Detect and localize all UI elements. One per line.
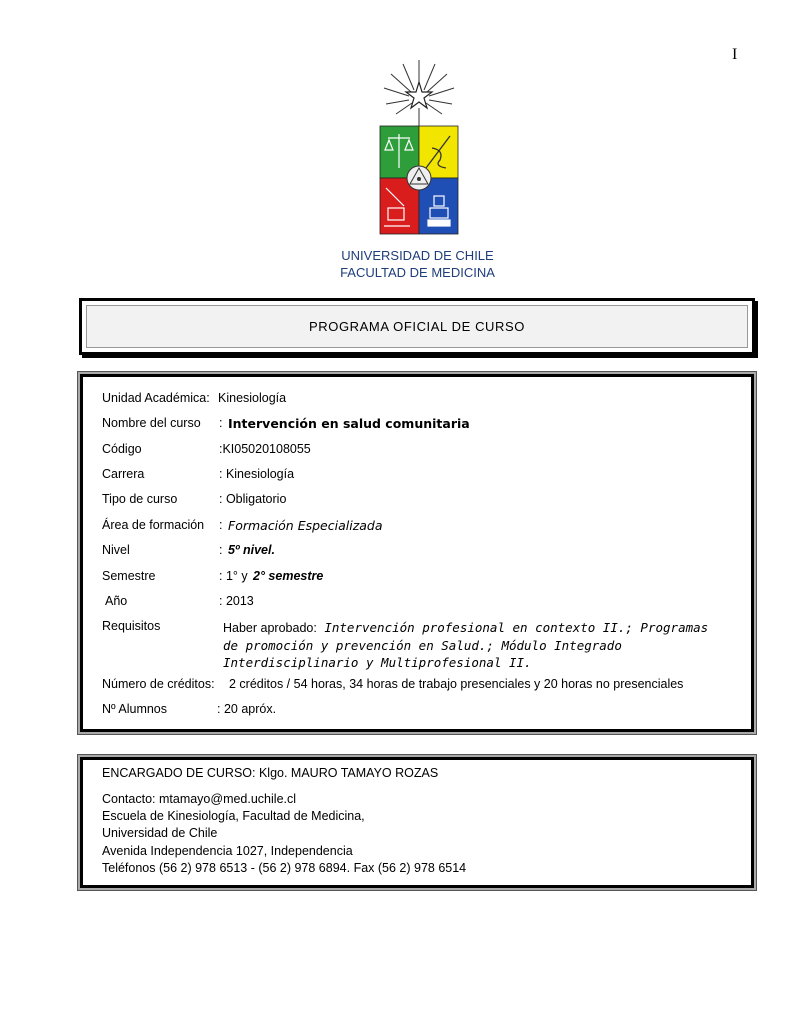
unidad-label: Unidad Académica: — [102, 391, 210, 405]
page-number: I — [732, 46, 738, 63]
anio-value: : 2013 — [219, 594, 254, 608]
unidad-value: Kinesiología — [218, 391, 287, 405]
nivel-value: 5º nivel. — [228, 543, 275, 557]
nivel-sep: : — [219, 543, 223, 557]
tipo-label: Tipo de curso — [102, 492, 178, 506]
contact-address: Avenida Independencia 1027, Independencia — [102, 844, 353, 858]
codigo-value: :KI05020108055 — [219, 442, 311, 456]
creditos-label: Número de créditos: — [102, 677, 215, 691]
university-crest-logo — [374, 58, 464, 238]
requisitos-label: Requisitos — [102, 619, 161, 633]
semestre-value: 2° semestre — [253, 569, 324, 583]
contact-email: Contacto: mtamayo@med.uchile.cl — [102, 792, 297, 806]
nombre-sep: : — [219, 416, 223, 430]
carrera-label: Carrera — [102, 467, 145, 481]
faculty-name: FACULTAD DE MEDICINA — [340, 265, 495, 280]
creditos-value: 2 créditos / 54 horas, 34 horas de trabajo presenciales y 20 horas no presenciales — [229, 677, 684, 691]
semestre-prefix: : 1° y — [219, 569, 248, 583]
nivel-label: Nivel — [102, 543, 130, 557]
contact-university: Universidad de Chile — [102, 826, 218, 840]
nombre-value: Intervención en salud comunitaria — [228, 416, 470, 431]
area-value: Formación Especializada — [228, 518, 383, 533]
requisitos-prefix: Haber aprobado: — [223, 621, 317, 635]
nombre-label: Nombre del curso — [102, 416, 201, 430]
tipo-value: : Obligatorio — [219, 492, 287, 506]
contact-phones: Teléfonos (56 2) 978 6513 - (56 2) 978 6894. Fax (56 2) 978 6514 — [102, 861, 467, 875]
course-manager: ENCARGADO DE CURSO: Klgo. MAURO TAMAYO ROZAS — [102, 766, 439, 780]
alumnos-label: Nº Alumnos — [102, 702, 168, 716]
title-box — [79, 298, 755, 355]
semestre-label: Semestre — [102, 569, 156, 583]
program-title: PROGRAMA OFICIAL DE CURSO — [86, 305, 748, 348]
requisitos-value: Intervención profesional en contexto II.; Programas de promoción y prevención en Salud.; Módulo Integrado Interdisciplinario y Multiprofesional II. — [223, 620, 709, 670]
alumnos-value: : 20 apróx. — [217, 702, 277, 716]
requisitos-text — [223, 619, 723, 671]
contact-school: Escuela de Kinesiología, Facultad de Medicina, — [102, 809, 365, 823]
carrera-value: : Kinesiología — [219, 467, 295, 481]
codigo-label: Código — [102, 442, 142, 456]
area-sep: : — [219, 518, 223, 532]
anio-label: Año — [105, 594, 128, 608]
university-name: UNIVERSIDAD DE CHILE — [341, 248, 494, 263]
area-label: Área de formación — [102, 518, 205, 532]
